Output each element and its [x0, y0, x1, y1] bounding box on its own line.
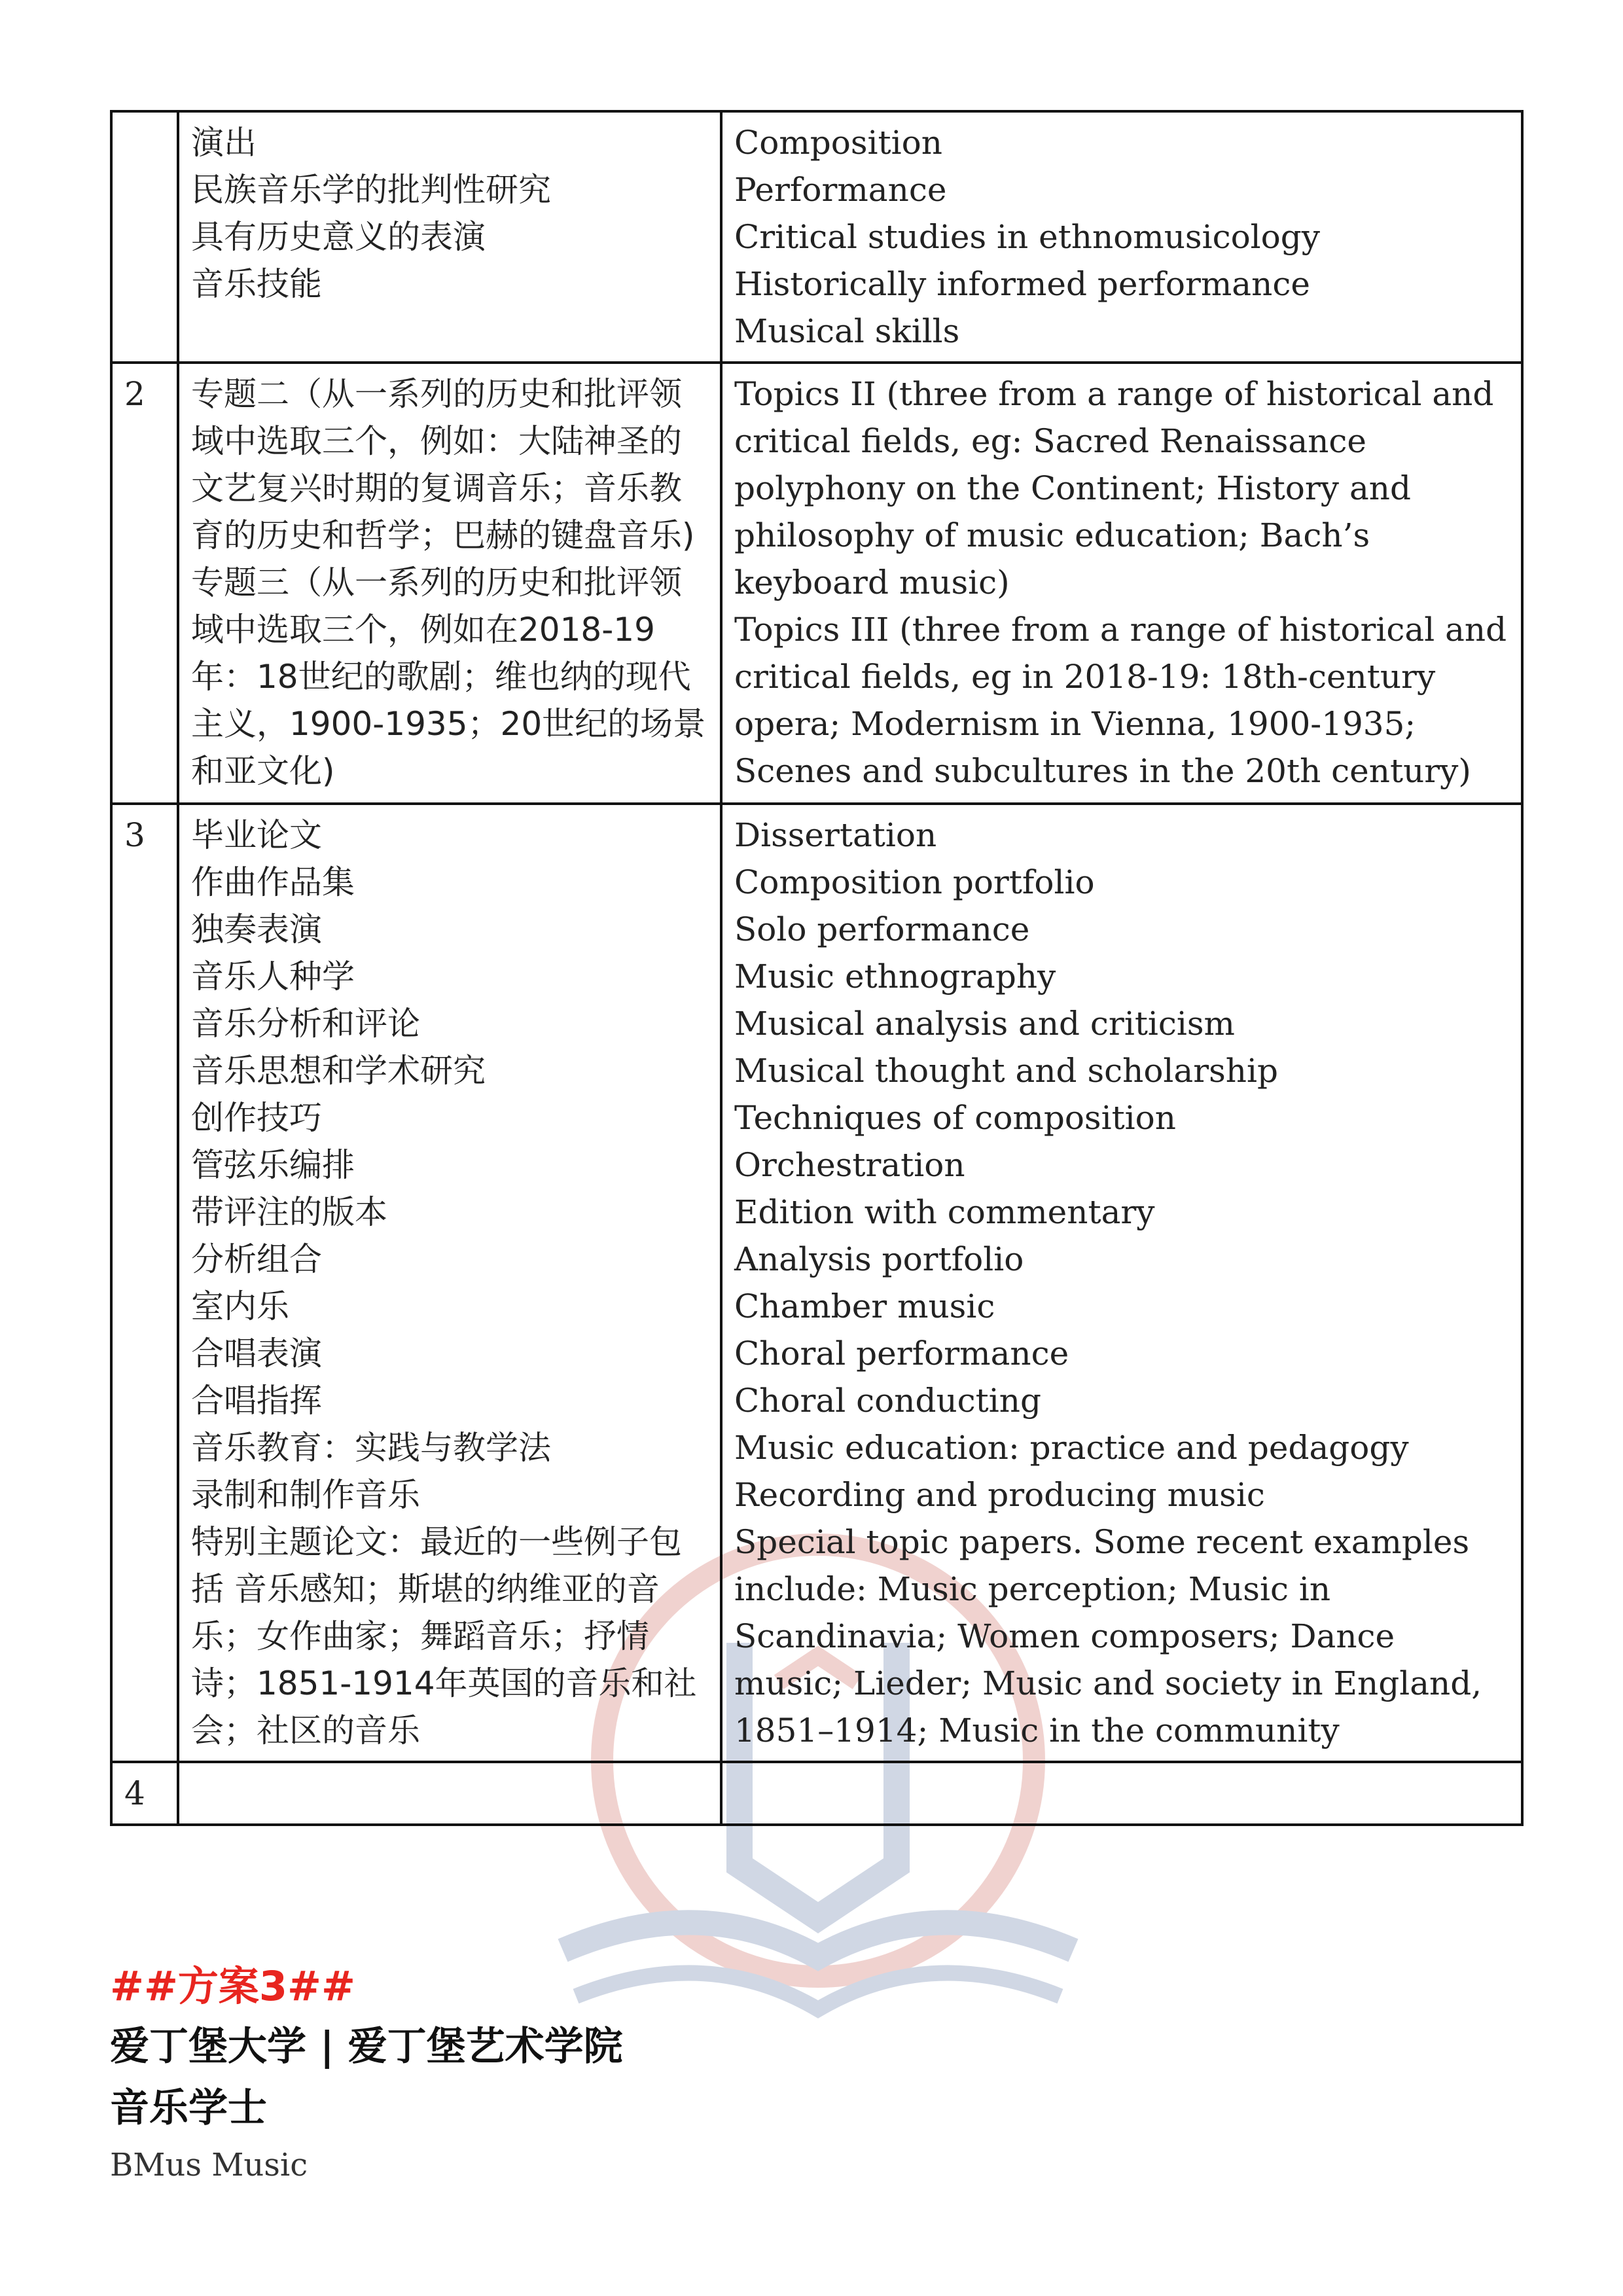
- course-name-en: Solo performance: [734, 910, 1030, 948]
- course-name-cn: 创作技巧: [191, 1099, 322, 1137]
- course-name-en: Special topic papers. Some recent examples include: Music perception; Music in Scandinavia; Women composers; Dance music; Lieder; Music and society in England, 1851–1914; Music in the community: [734, 1523, 1482, 1749]
- course-table: [110, 110, 1524, 1826]
- program-footer: [110, 1957, 623, 2191]
- course-name-cn: 具有历史意义的表演: [191, 218, 486, 256]
- course-name-en: Techniques of composition: [734, 1099, 1176, 1137]
- course-name-en: Analysis portfolio: [734, 1240, 1024, 1278]
- course-name-cn: 录制和制作音乐: [191, 1476, 420, 1514]
- course-name-en: Critical studies in ethnomusicology: [734, 218, 1321, 256]
- english-course-cell: [721, 1762, 1522, 1825]
- course-name-cn: 毕业论文: [191, 816, 322, 854]
- table-row: [111, 804, 1522, 1762]
- course-name-cn: 带评注的版本: [191, 1193, 387, 1231]
- english-course-cell: [721, 111, 1522, 363]
- course-name-cn: 音乐人种学: [191, 958, 355, 996]
- course-name-cn: 音乐分析和评论: [191, 1005, 420, 1043]
- course-name-en: Performance: [734, 171, 947, 209]
- course-name-en: Music education: practice and pedagogy: [734, 1429, 1409, 1467]
- course-name-cn: 演出: [191, 124, 257, 162]
- course-name-cn: 管弦乐编排: [191, 1146, 355, 1184]
- course-name-en: Composition: [734, 124, 942, 162]
- course-name-en: Historically informed performance: [734, 265, 1310, 303]
- course-name-en: Topics III (three from a range of historical and critical fields, eg in 2018-19: 18th-century opera; Modernism in Vienna, 1900-1935; Scenes and subcultures in the 20th century): [734, 611, 1507, 790]
- degree-title-cn: 音乐学士: [110, 2085, 267, 2131]
- course-name-cn: 作曲作品集: [191, 863, 355, 901]
- course-name-en: Topics II (three from a range of historical and critical fields, eg: Sacred Renaissance polyphony on the Continent; History and philosophy of music education; Bach’s keyboard music): [734, 375, 1494, 601]
- chinese-course-cell: [178, 1762, 721, 1825]
- course-name-cn: 室内乐: [191, 1287, 289, 1325]
- university-title: 爱丁堡大学 | 爱丁堡艺术学院: [110, 2024, 623, 2070]
- plan-tag: ##方案3##: [110, 1962, 355, 2010]
- chinese-course-cell: [178, 363, 721, 804]
- course-name-cn: 分析组合: [191, 1240, 322, 1278]
- course-name-cn: 民族音乐学的批判性研究: [191, 171, 551, 209]
- course-name-cn: 特别主题论文：最近的一些例子包括 音乐感知；斯堪的纳维亚的音乐；女作曲家；舞蹈音乐；抒情诗；1851-1914年英国的音乐和社会；社区的音乐: [191, 1523, 697, 1749]
- course-name-cn: 合唱指挥: [191, 1382, 322, 1420]
- course-name-cn: 专题三（从一系列的历史和批评领域中选取三个，例如在2018-19年：18世纪的歌剧；维也纳的现代主义，1900-1935；20世纪的场景和亚文化): [191, 564, 706, 790]
- table-row: [111, 111, 1522, 363]
- course-name-cn: 音乐思想和学术研究: [191, 1052, 486, 1090]
- course-name-en: Composition portfolio: [734, 863, 1095, 901]
- course-name-en: Choral performance: [734, 1335, 1069, 1372]
- year-cell: 4: [111, 1762, 178, 1825]
- course-name-en: Music ethnography: [734, 958, 1056, 996]
- course-name-cn: 音乐教育：实践与教学法: [191, 1429, 551, 1467]
- chinese-course-cell: [178, 804, 721, 1762]
- table-row: [111, 1762, 1522, 1825]
- course-name-en: Recording and producing music: [734, 1476, 1265, 1514]
- course-name-en: Edition with commentary: [734, 1193, 1155, 1231]
- course-name-cn: 独奏表演: [191, 910, 322, 948]
- english-course-cell: [721, 363, 1522, 804]
- course-name-cn: 合唱表演: [191, 1335, 322, 1372]
- course-name-cn: 专题二（从一系列的历史和批评领域中选取三个，例如：大陆神圣的文艺复兴时期的复调音乐；音乐教育的历史和哲学；巴赫的键盘音乐): [191, 375, 695, 554]
- course-name-cn: 音乐技能: [191, 265, 322, 303]
- table-row: [111, 363, 1522, 804]
- english-course-cell: [721, 804, 1522, 1762]
- course-name-en: Chamber music: [734, 1287, 995, 1325]
- chinese-course-cell: [178, 111, 721, 363]
- year-cell: [111, 111, 178, 363]
- course-name-en: Orchestration: [734, 1146, 965, 1184]
- degree-title-en: BMus Music: [110, 2147, 308, 2183]
- year-cell: 3: [111, 804, 178, 1762]
- course-name-en: Dissertation: [734, 816, 937, 854]
- course-name-en: Musical skills: [734, 312, 960, 350]
- course-name-en: Musical analysis and criticism: [734, 1005, 1235, 1043]
- course-name-en: Choral conducting: [734, 1382, 1041, 1420]
- course-name-en: Musical thought and scholarship: [734, 1052, 1278, 1090]
- year-cell: 2: [111, 363, 178, 804]
